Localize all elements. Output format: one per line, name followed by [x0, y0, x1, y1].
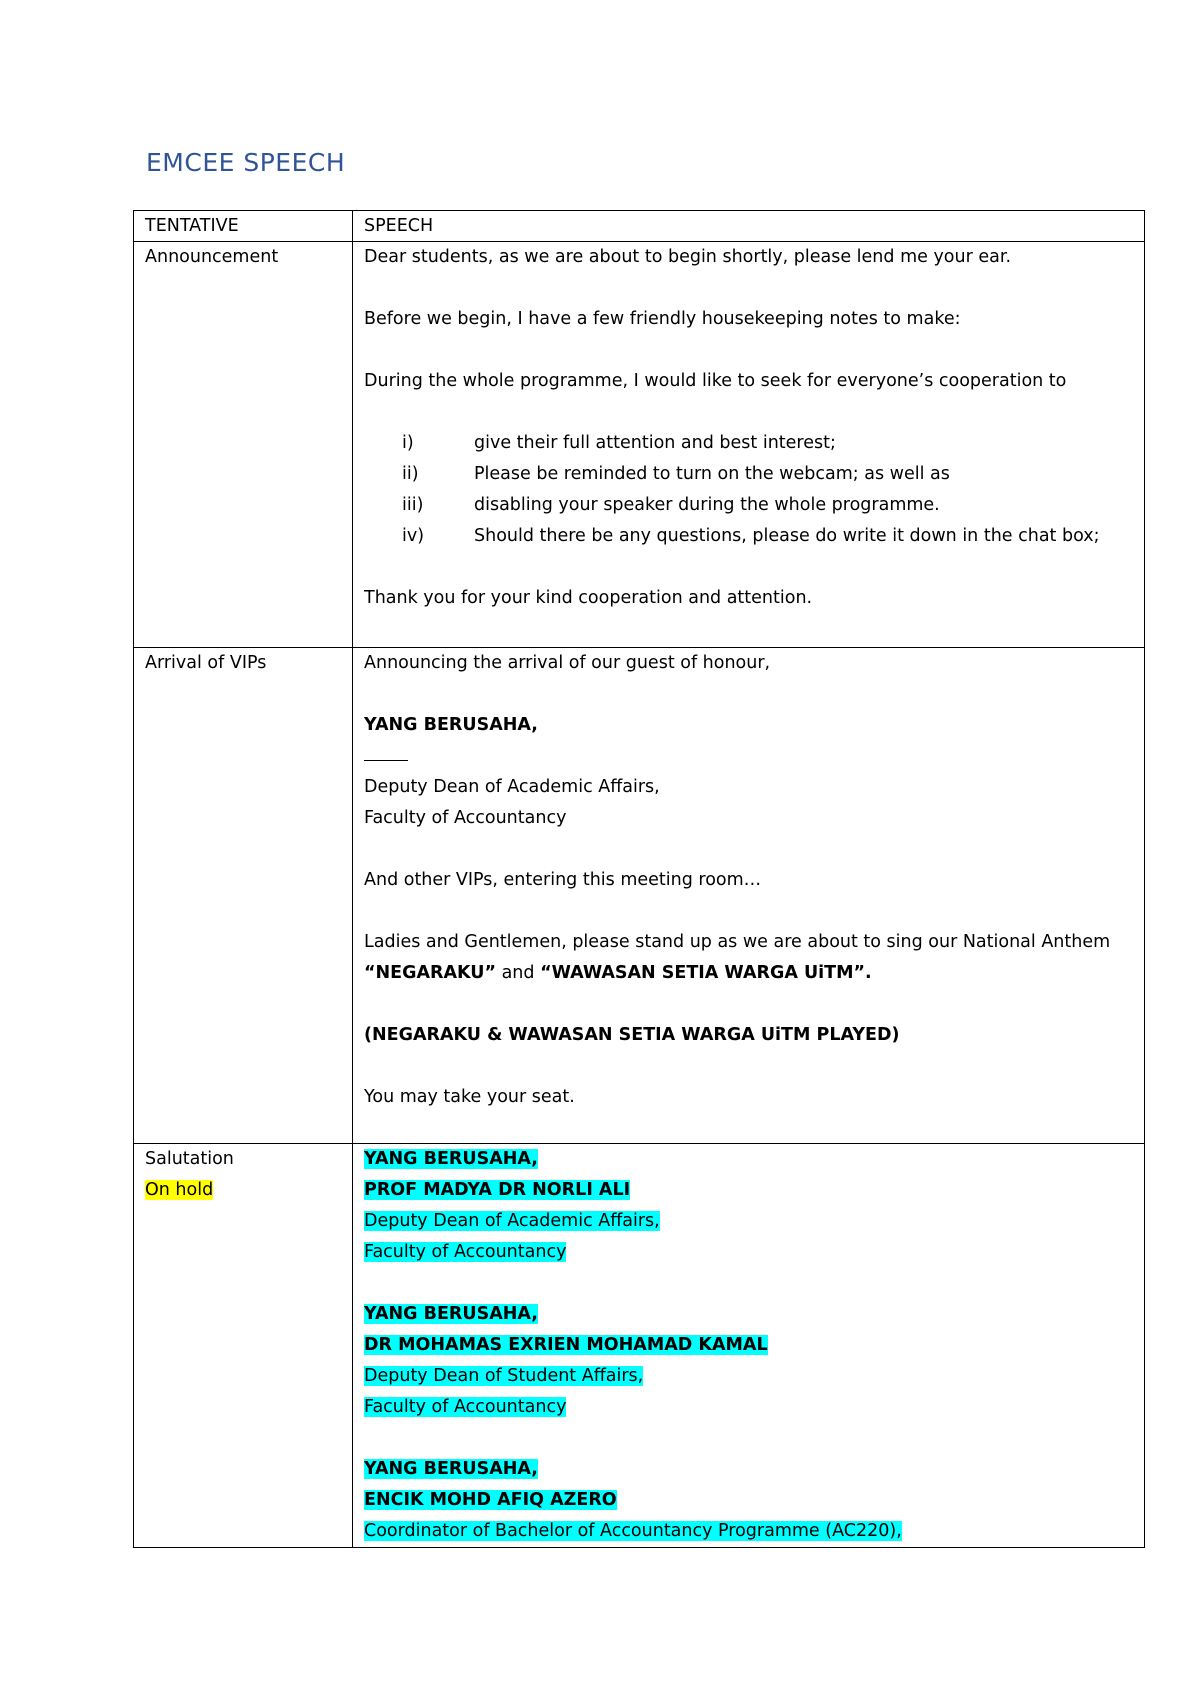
anthem-line-2 [364, 958, 1134, 989]
vip1-name: PROF MADYA DR NORLI ALI [364, 1180, 631, 1200]
list-item [364, 521, 1134, 552]
arrival-honorific: YANG BERUSAHA, [364, 715, 538, 735]
vip3-name: ENCIK MOHD AFIQ AZERO [364, 1490, 617, 1510]
table-row-arrival [134, 648, 1145, 1144]
header-speech: SPEECH [353, 211, 1145, 242]
table-row-salutation [134, 1144, 1145, 1548]
vip2-name: DR MOHAMAS EXRIEN MOHAMAD KAMAL [364, 1335, 768, 1355]
anthem-played: (NEGARAKU & WAWASAN SETIA WARGA UiTM PLAYED) [364, 1025, 900, 1045]
on-hold-badge: On hold [145, 1180, 214, 1200]
salutation-speech-cell [353, 1144, 1145, 1548]
arrival-seat: You may take your seat. [364, 1087, 575, 1107]
arrival-faculty: Faculty of Accountancy [364, 808, 567, 828]
housekeeping-list [364, 428, 1134, 552]
arrival-line-1: Announcing the arrival of our guest of honour, [364, 653, 771, 673]
table-header-row [134, 211, 1145, 242]
vip2-position: Deputy Dean of Student Affairs, [364, 1366, 644, 1386]
vip1-faculty: Faculty of Accountancy [364, 1242, 567, 1262]
list-item-text: give their full attention and best interest; [474, 433, 836, 453]
vip1-honorific: YANG BERUSAHA, [364, 1149, 538, 1169]
vip3-position: Coordinator of Bachelor of Accountancy Programme (AC220), [364, 1521, 902, 1541]
name-placeholder-rule [364, 741, 1134, 772]
table-row-announcement [134, 242, 1145, 648]
vip2-honorific: YANG BERUSAHA, [364, 1304, 538, 1324]
salutation-label: Salutation [145, 1149, 234, 1169]
vip1-position: Deputy Dean of Academic Affairs, [364, 1211, 660, 1231]
anthem-end: . [865, 963, 872, 983]
header-tentative: TENTATIVE [134, 211, 353, 242]
list-item [364, 490, 1134, 521]
announcement-label: Announcement [145, 247, 279, 267]
announcement-line-1: Dear students, as we are about to begin shortly, please lend me your ear. [364, 247, 1012, 267]
announcement-speech-cell [353, 242, 1145, 648]
anthem-line-1: Ladies and Gentlemen, please stand up as we are about to sing our National Anthem [364, 932, 1111, 952]
salutation-label-cell [134, 1144, 353, 1548]
list-item-text: disabling your speaker during the whole programme. [474, 495, 940, 515]
list-item [364, 459, 1134, 490]
speech-table [133, 210, 1145, 1548]
list-item-text: Please be reminded to turn on the webcam; as well as [474, 464, 950, 484]
list-item-number: iii) [402, 495, 424, 515]
arrival-label: Arrival of VIPs [145, 653, 267, 673]
vip2-faculty: Faculty of Accountancy [364, 1397, 567, 1417]
anthem-and: and [496, 963, 541, 983]
arrival-others: And other VIPs, entering this meeting room… [364, 870, 762, 890]
announcement-line-3: During the whole programme, I would like to seek for everyone’s cooperation to [364, 371, 1067, 391]
anthem-title-2: “WAWASAN SETIA WARGA UiTM” [540, 963, 866, 983]
page-title: EMCEE SPEECH [146, 148, 346, 177]
arrival-speech-cell [353, 648, 1145, 1144]
arrival-label-cell [134, 648, 353, 1144]
announcement-label-cell [134, 242, 353, 648]
list-item-number: iv) [402, 526, 425, 546]
list-item-number: i) [402, 433, 414, 453]
list-item [364, 428, 1134, 459]
anthem-title-1: “NEGARAKU” [364, 963, 496, 983]
list-item-text: Should there be any questions, please do write it down in the chat box; [474, 526, 1100, 546]
vip3-honorific: YANG BERUSAHA, [364, 1459, 538, 1479]
announcement-closing: Thank you for your kind cooperation and attention. [364, 588, 813, 608]
arrival-position: Deputy Dean of Academic Affairs, [364, 777, 660, 797]
list-item-number: ii) [402, 464, 419, 484]
announcement-line-2: Before we begin, I have a few friendly housekeeping notes to make: [364, 309, 961, 329]
